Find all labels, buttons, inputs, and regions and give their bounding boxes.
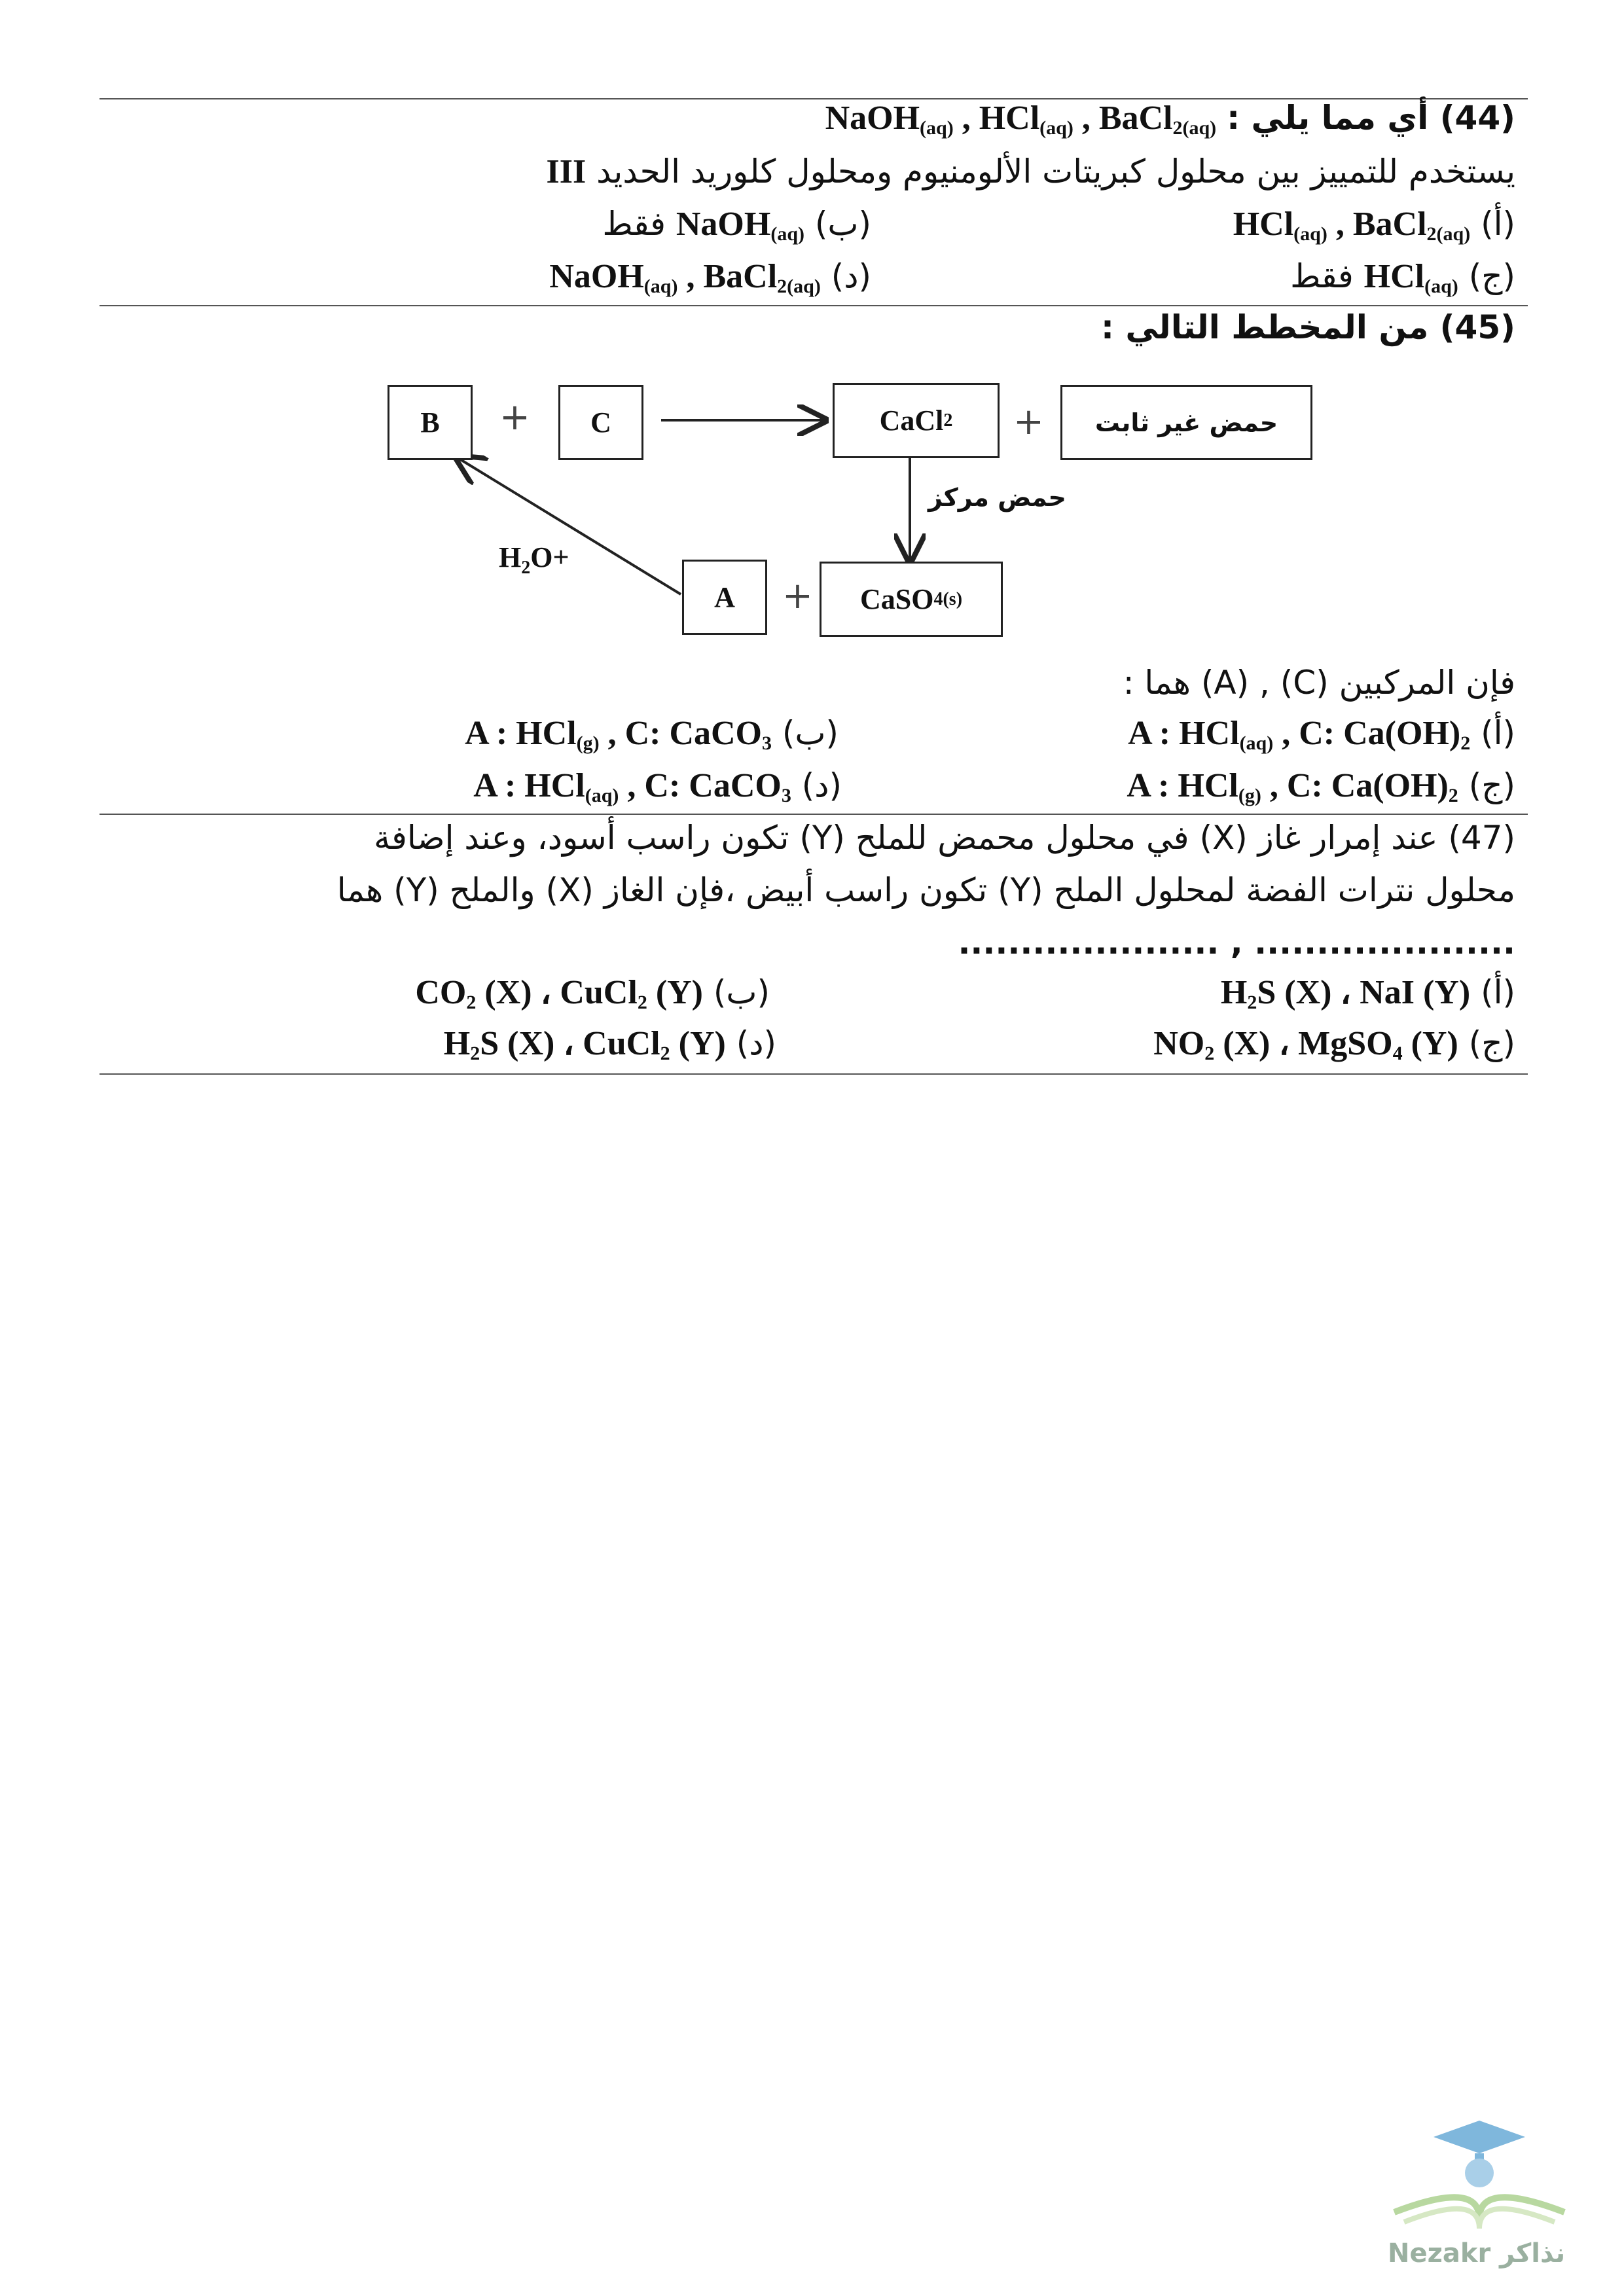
q47-line2 — [337, 870, 1515, 910]
box-caso4: CaSO 4(s) — [820, 562, 1003, 637]
q45-opt-b-formula: A : HCl$_{(g)}$ , C: CaCO$_3$ — [465, 715, 772, 754]
option-label: (د) — [801, 766, 842, 804]
option-label: (ج) — [1468, 766, 1515, 804]
box-cacl2: CaCl 2 — [833, 383, 1000, 458]
q47-option-d[interactable] — [444, 1024, 776, 1073]
q45-opt-d-formula: A : HCl$_{(aq)}$ , C: CaCO$_3$ — [473, 767, 791, 806]
option-label: (أ) — [1481, 973, 1515, 1011]
logo-text: Nezakr نذاكر — [1388, 2238, 1566, 2269]
q45-option-c[interactable] — [1127, 766, 1515, 816]
q44-opt-a-formula: HCl$_{(aq)}$ , BaCl$_{2(aq)}$ — [1233, 206, 1471, 245]
q44-opt-b-formula: NaOH$_{(aq)}$ — [676, 206, 804, 245]
option-label: (ب) — [713, 973, 770, 1011]
option-label: (ب) — [814, 205, 871, 243]
plus-sign: + — [782, 575, 813, 617]
q47-blanks-text: ..................... , ..................... — [958, 924, 1515, 961]
separator-q47 — [99, 814, 1528, 815]
q45-opt-a-formula: A : HCl$_{(aq)}$ , C: $Ca(OH)_2$ — [1128, 715, 1471, 754]
plus-sign: + — [1013, 401, 1044, 443]
option-label: (د) — [736, 1024, 776, 1062]
q47-line1 — [374, 818, 1515, 857]
q45-question — [1123, 663, 1515, 702]
q45-header-text: (45) من المخطط التالي : — [1100, 308, 1515, 346]
q44-line2-text: يستخدم للتمييز بين محلول كبريتات الألومنيوم ومحلول كلوريد الحديد — [596, 152, 1515, 190]
q45-opt-c-formula: A : HCl$_{(g)}$ , C: $Ca(OH)_2$ — [1127, 767, 1458, 806]
label-h2o: $+H_2O$ — [499, 541, 569, 578]
q47-opt-d-formula: $H_2S$ (X) ، CuCl$_2$ (Y) — [443, 1025, 726, 1064]
q47-opt-c-formula: $NO_2$ (X) ، MgSO$_4$ (Y) — [1153, 1025, 1458, 1064]
q45-option-a[interactable] — [1128, 713, 1515, 763]
q47-opt-a-formula: $H_2S$ (X) ، NaI (Y) — [1220, 974, 1471, 1013]
q47-option-a[interactable] — [1221, 973, 1515, 1022]
box-b: B — [388, 385, 473, 460]
option-label: (أ) — [1481, 714, 1515, 752]
q44-opt-d-formula: NaOH$_{(aq)}$ , BaCl$_{2(aq)}$ — [549, 258, 821, 297]
box-c: C — [558, 385, 643, 460]
option-label: (د) — [831, 257, 871, 295]
option-label: (ب) — [782, 714, 839, 752]
q45-option-b[interactable] — [465, 713, 839, 763]
arrow-a-to-b — [458, 458, 681, 594]
diagram-arrows — [0, 0, 1624, 655]
q47-option-c[interactable] — [1153, 1024, 1515, 1073]
box-unstable-acid: حمض غير ثابت — [1060, 385, 1312, 460]
option-label: (أ) — [1481, 205, 1515, 243]
q44-header-formula: NaOH$_{(aq)}$ , HCl$_{(aq)}$ , BaCl$_{2(aq)}$ — [825, 99, 1217, 139]
q44-opt-c-formula: HCl$_{(aq)}$ — [1363, 258, 1458, 297]
q44-line2-num: III — [546, 153, 586, 190]
q45-option-d[interactable] — [473, 766, 842, 816]
option-label: (ج) — [1468, 257, 1515, 295]
separator-bottom — [99, 1073, 1528, 1075]
q44-header-text: (44) أي مما يلي : — [1227, 99, 1515, 137]
q47-line2-text: محلول نترات الفضة لمحلول الملح (Y) تكون راسب أبيض ،فإن الغاز (X) والملح (Y) هما — [336, 871, 1515, 909]
q47-option-b[interactable] — [415, 973, 770, 1022]
label-conc-acid: حمض مركز — [928, 483, 1066, 512]
option-suffix: فقط — [1290, 257, 1354, 295]
nezakr-logo — [1381, 2108, 1578, 2278]
plus-sign: + — [499, 396, 530, 439]
q47-blanks — [958, 923, 1515, 962]
q47-opt-b-formula: $CO_2$ (X) ، CuCl$_2$ (Y) — [415, 974, 703, 1013]
option-label: (ج) — [1468, 1024, 1515, 1062]
q47-line1-text: (47) عند إمرار غاز (X) في محلول محمض للملح (Y) تكون راسب أسود، وعند إضافة — [374, 819, 1515, 857]
q45-question-text: فإن المركبين (C) , (A) هما : — [1123, 664, 1515, 702]
option-suffix: فقط — [602, 205, 666, 243]
box-a: A — [682, 560, 767, 635]
reaction-diagram — [0, 0, 1624, 655]
